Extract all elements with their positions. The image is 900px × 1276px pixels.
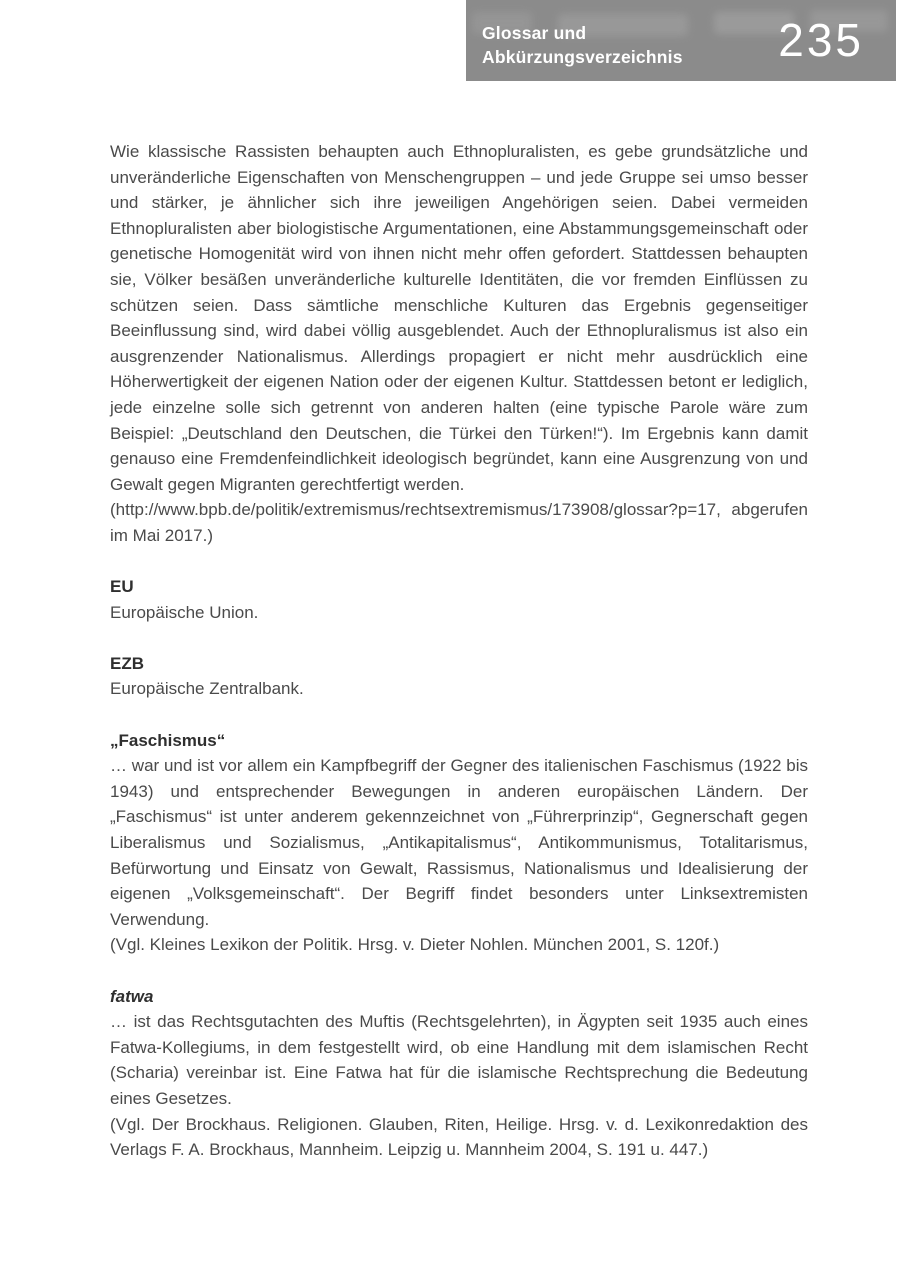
entry-term: EZB — [110, 653, 144, 673]
page-number: 235 — [778, 14, 864, 66]
section-title-line2: Abkürzungsverzeichnis — [482, 47, 683, 67]
entry-body: Wie klassische Rassisten behaupten auch Ethnopluralisten, es gebe grundsätzliche und unveränderliche Eigenschaften von Menschengruppen – und jede Gruppe sei umso besser und stärker, je ähnlicher sich ihre jeweiligen Angehörigen seien. Dabei vermeiden Ethnopluralisten aber biologistische Argumentationen, eine Abstammungsgemeinschaft oder genetische Homogenität wird von ihnen nicht mehr offen gefordert. Stattdessen behaupten sie, Völker besäßen unveränderliche kulturelle Identitäten, die vor fremden Einflüssen zu schützen seien. Dass sämtliche menschliche Kulturen das Ergebnis gegenseitiger Beeinflussung sind, wird dabei völlig ausgeblendet. Auch der Ethnopluralismus ist also ein ausgrenzender Nationalismus. Allerdings propagiert er nicht mehr ausdrücklich eine Höherwertigkeit der eigenen Nation oder der eigenen Kultur. Stattdessen betont er lediglich, jede einzelne solle sich getrennt von anderen halten (eine typische Parole wäre zum Beispiel: „Deutschland den Deutschen, die Türkei den Türken!“). Im Ergebnis kann damit genauso eine Fremdenfeindlichkeit ideologisch begründet, kann eine Ausgrenzung von und Gewalt gegen Migranten gerechtfertigt werden. — [110, 142, 808, 494]
glossary-content — [110, 139, 808, 1163]
glossary-entry-eu — [110, 574, 808, 625]
entry-source: (Vgl. Kleines Lexikon der Politik. Hrsg. v. Dieter Nohlen. München 2001, S. 120f.) — [110, 935, 720, 955]
section-title-line1: Glossar und — [482, 23, 587, 43]
entry-body: Europäische Zentralbank. — [110, 679, 304, 699]
entry-source: (Vgl. Der Brockhaus. Religionen. Glauben, Riten, Heilige. Hrsg. v. d. Lexikonredaktion des Verlags F. A. Brockhaus, Mannheim. Leipzig u. Mannheim 2004, S. 191 u. 447.) — [110, 1114, 808, 1160]
glossary-entry-ethnopluralismus-continuation — [110, 139, 808, 549]
entry-term: EU — [110, 577, 134, 597]
section-title — [482, 21, 683, 69]
glossary-entry-fatwa — [110, 984, 808, 1163]
glossary-entry-ezb — [110, 651, 808, 702]
glossary-entry-faschismus — [110, 728, 808, 958]
entry-term: „Faschismus“ — [110, 730, 226, 750]
entry-body: … ist das Rechtsgutachten des Muftis (Rechtsgelehrten), in Ägypten seit 1935 auch eines Fatwa-Kollegiums, in dem festgestellt wird, ob eine Handlung mit dem islamischen Recht (Scharia) vereinbar ist. Eine Fatwa hat für die islamische Rechtsprechung die Bedeutung eines Gesetzes. — [110, 1012, 808, 1108]
entry-body: Europäische Union. — [110, 602, 259, 622]
entry-source: (http://www.bpb.de/politik/extremismus/rechtsextremismus/173908/glossar?p=17, abgerufen im Mai 2017.) — [110, 500, 808, 545]
page-header-band — [466, 0, 896, 81]
entry-term: fatwa — [110, 986, 154, 1006]
entry-body: … war und ist vor allem ein Kampfbegriff der Gegner des italienischen Faschismus (1922 bis 1943) und entsprechender Bewegungen in anderen europäischen Ländern. Der „Faschismus“ ist unter anderem gekennzeichnet von „Führerprinzip“, Gegnerschaft gegen Liberalismus und Sozialismus, „Antikapitalismus“, Antikommunismus, Totalitarismus, Befürwortung und Einsatz von Gewalt, Rassismus, Nationalismus und Idealisierung der eigenen „Volksgemeinschaft“. Der Begriff findet besonders unter Linksextremisten Verwendung. — [110, 756, 808, 929]
